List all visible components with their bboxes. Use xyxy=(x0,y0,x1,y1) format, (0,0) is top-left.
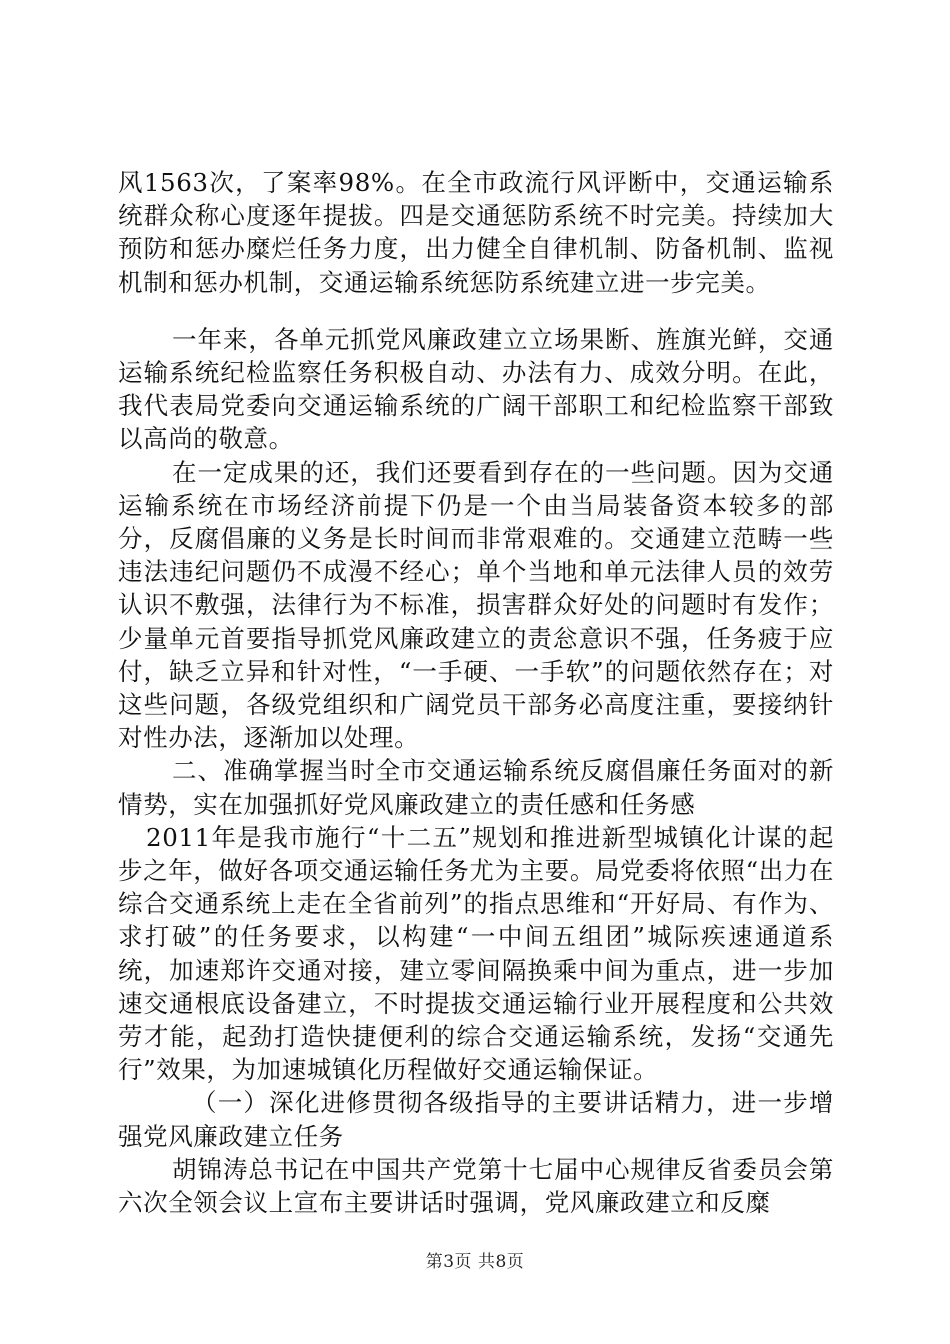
paragraph-continued: 风1563次，了案率98%。在全市政流行风评断中，交通运输系统群众称心度逐年提拔。四是交通惩防系统不时完美。持续加大预防和惩办糜烂任务力度，出力健全自律机制、防备机制、监视机制和惩办机制，交通运输系统惩防系统建立进一步完美。 xyxy=(118,168,834,297)
paragraph: 一年来，各单元抓党风廉政建立立场果断、旌旗光鲜，交通运输系统纪检监察任务积极自动、办法有力、成效分明。在此，我代表局党委向交通运输系统的广阔干部职工和纪检监察干部致以高尚的敬意。 xyxy=(118,324,834,454)
section-heading: 二、准确掌握当时全市交通运输系统反腐倡廉任务面对的新情势，实在加强抓好党风廉政建立的责任感和任务感 xyxy=(118,756,834,819)
subsection-heading: （一）深化进修贯彻各级指导的主要讲话精力，进一步增强党风廉政建立任务 xyxy=(118,1088,834,1151)
document-body xyxy=(118,166,834,1219)
page-number-footer: 第3页 共8页 xyxy=(425,1252,525,1272)
paragraph: 在一定成果的还，我们还要看到存在的一些问题。因为交通运输系统在市场经济前提下仍是一个由当局装备资本较多的部分，反腐倡廉的义务是长时间而非常艰难的。交通建立范畴一些违法违纪问题仍不成漫不经心；单个当地和单元法律人员的效劳认识不敷强，法律行为不标准，损害群众好处的问题时有发作；少量单元首要指导抓党风廉政建立的责忩意识不强，任务疲于应付，缺乏立异和针对性，“一手硬、一手软”的问题依然存在；对这些问题，各级党组织和广阔党员干部务必高度注重，要接纳针对性办法，逐渐加以处理。 xyxy=(118,457,834,753)
paragraph: 胡锦涛总书记在中国共产党第十七届中心规律反省委员会第六次全领会议上宣布主要讲话时强调，党风廉政建立和反糜 xyxy=(118,1154,834,1218)
paragraph: 2011年是我市施行“十二五”规划和推进新型城镇化计谋的起步之年，做好各项交通运输任务尤为主要。局党委将依照“出力在综合交通系统上走在全省前列”的指点思维和“开好局、有作为、求打破”的任务要求，以构建“一中间五组团”城际疾速通道系统，加速郑许交通对接，建立零间隔换乘中间为重点，进一步加速交通根底设备建立，不时提拔交通运输行业开展程度和公共效劳才能，起劲打造快捷便利的综合交通运输系统，发扬“交通先行”效果，为加速城镇化历程做好交通运输保证。 xyxy=(118,822,834,1085)
